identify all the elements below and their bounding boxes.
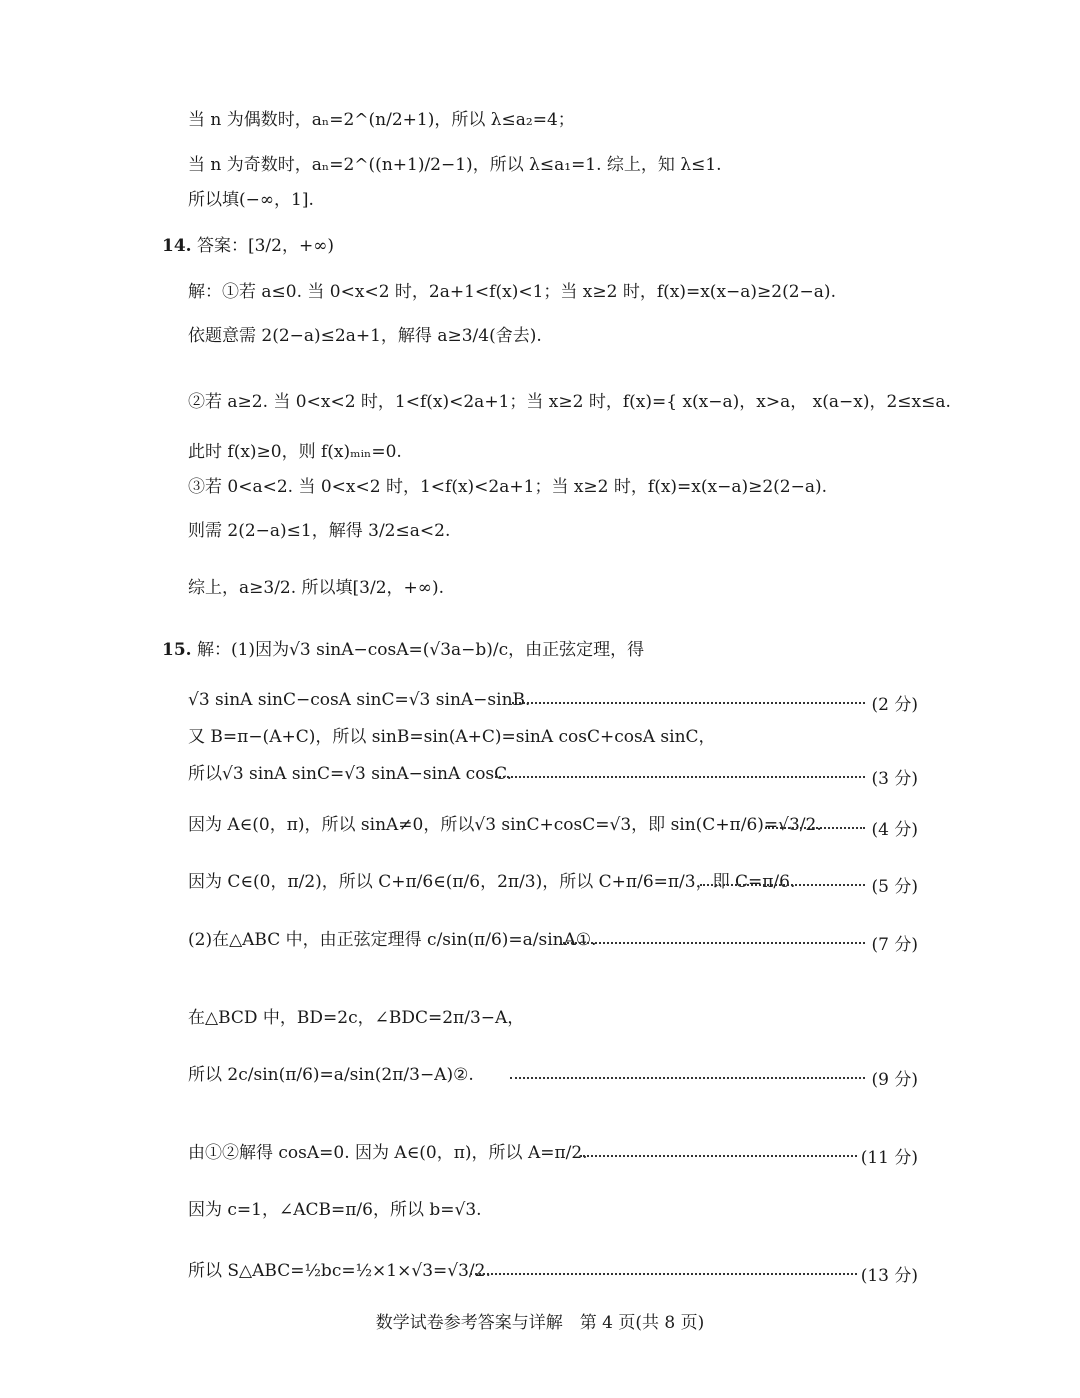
solution-text: 解：(1)因为√3 sinA−cosA=(√3a−b)/c，由正弦定理，得 (196, 640, 645, 660)
dot-leader (765, 825, 865, 829)
question-number: 15. (162, 640, 192, 660)
question-14-answer (162, 236, 334, 256)
dot-leader (580, 1153, 857, 1157)
score-5: (5 分) (871, 877, 918, 897)
text-line-odd-case: 当 n 为奇数时，aₙ=2^((n+1)/2−1)，所以 λ≤a₁=1. 综上，知 λ≤1. (188, 155, 722, 175)
score-7: (7 分) (871, 935, 918, 955)
dot-leader (510, 1075, 865, 1079)
text-line-case-3-condition: 则需 2(2−a)≤1，解得 3/2≤a<2. (188, 521, 451, 541)
text-line-case-2: ②若 a≥2. 当 0<x<2 时，1<f(x)<2a+1；当 x≥2 时，f(x)={ x(x−a)，x>a， x(a−x)，2≤x≤a. (188, 392, 951, 412)
text-line-summary-14: 综上，a≥3/2. 所以填[3/2，+∞). (188, 578, 444, 598)
question-15-intro (162, 640, 644, 660)
score-13: (13 分) (860, 1266, 918, 1286)
dot-leader (512, 700, 865, 704)
text-line-angle-sum: 又 B=π−(A+C)，所以 sinB=sin(A+C)=sinA cosC+cosA sinC， (188, 727, 716, 747)
answer-text: 答案：[3/2，+∞) (196, 236, 335, 256)
text-line-step-11: 由①②解得 cosA=0. 因为 A∈(0，π)，所以 A=π/2. (188, 1143, 588, 1163)
text-line-step-3: 所以√3 sinA sinC=√3 sinA−sinA cosC. (188, 764, 512, 784)
dot-leader (470, 1271, 857, 1275)
dot-leader (700, 882, 865, 886)
text-line-step-5: 因为 C∈(0，π/2)，所以 C+π/6∈(π/6，2π/3)，所以 C+π/6=π/3，即 C=π/6. (188, 872, 796, 892)
text-line-case-3: ③若 0<a<2. 当 0<x<2 时，1<f(x)<2a+1；当 x≥2 时，f(x)=x(x−a)≥2(2−a). (188, 477, 828, 497)
text-line-step-2: √3 sinA sinC−cosA sinC=√3 sinA−sinB. (188, 690, 531, 710)
text-line-even-case: 当 n 为偶数时，aₙ=2^(n/2+1)，所以 λ≤a₂=4； (188, 110, 575, 130)
dot-leader (495, 774, 865, 778)
score-4: (4 分) (871, 820, 918, 840)
text-line-area: 所以 S△ABC=½bc=½×1×√3=√3/2. (188, 1261, 491, 1281)
score-11: (11 分) (860, 1148, 918, 1168)
score-9: (9 分) (871, 1070, 918, 1090)
score-3: (3 分) (871, 769, 918, 789)
page-footer: 数学试卷参考答案与详解 第 4 页(共 8 页) (375, 1313, 705, 1333)
text-line-step-7: (2)在△ABC 中，由正弦定理得 c/sin(π/6)=a/sinA①. (188, 930, 597, 950)
text-line-case-1: 解：①若 a≤0. 当 0<x<2 时，2a+1<f(x)<1；当 x≥2 时，f(x)=x(x−a)≥2(2−a). (188, 282, 836, 302)
text-line-triangle-bcd: 在△BCD 中，BD=2c，∠BDC=2π/3−A， (188, 1008, 525, 1028)
text-line-step-4: 因为 A∈(0，π)，所以 sinA≠0，所以√3 sinC+cosC=√3，即 sin(C+π/6)=√3/2. (188, 815, 822, 835)
question-number: 14. (162, 236, 192, 256)
text-line-side-b: 因为 c=1，∠ACB=π/6，所以 b=√3. (188, 1200, 482, 1220)
text-line-step-9: 所以 2c/sin(π/6)=a/sin(2π/3−A)②. (188, 1065, 474, 1085)
text-line-fill-answer-13: 所以填(−∞，1]. (188, 190, 314, 210)
score-2: (2 分) (871, 695, 918, 715)
text-line-case-2-min: 此时 f(x)≥0，则 f(x)ₘᵢₙ=0. (188, 442, 402, 462)
dot-leader (560, 940, 865, 944)
text-line-case-1-condition: 依题意需 2(2−a)≤2a+1，解得 a≥3/4(舍去). (188, 326, 542, 346)
